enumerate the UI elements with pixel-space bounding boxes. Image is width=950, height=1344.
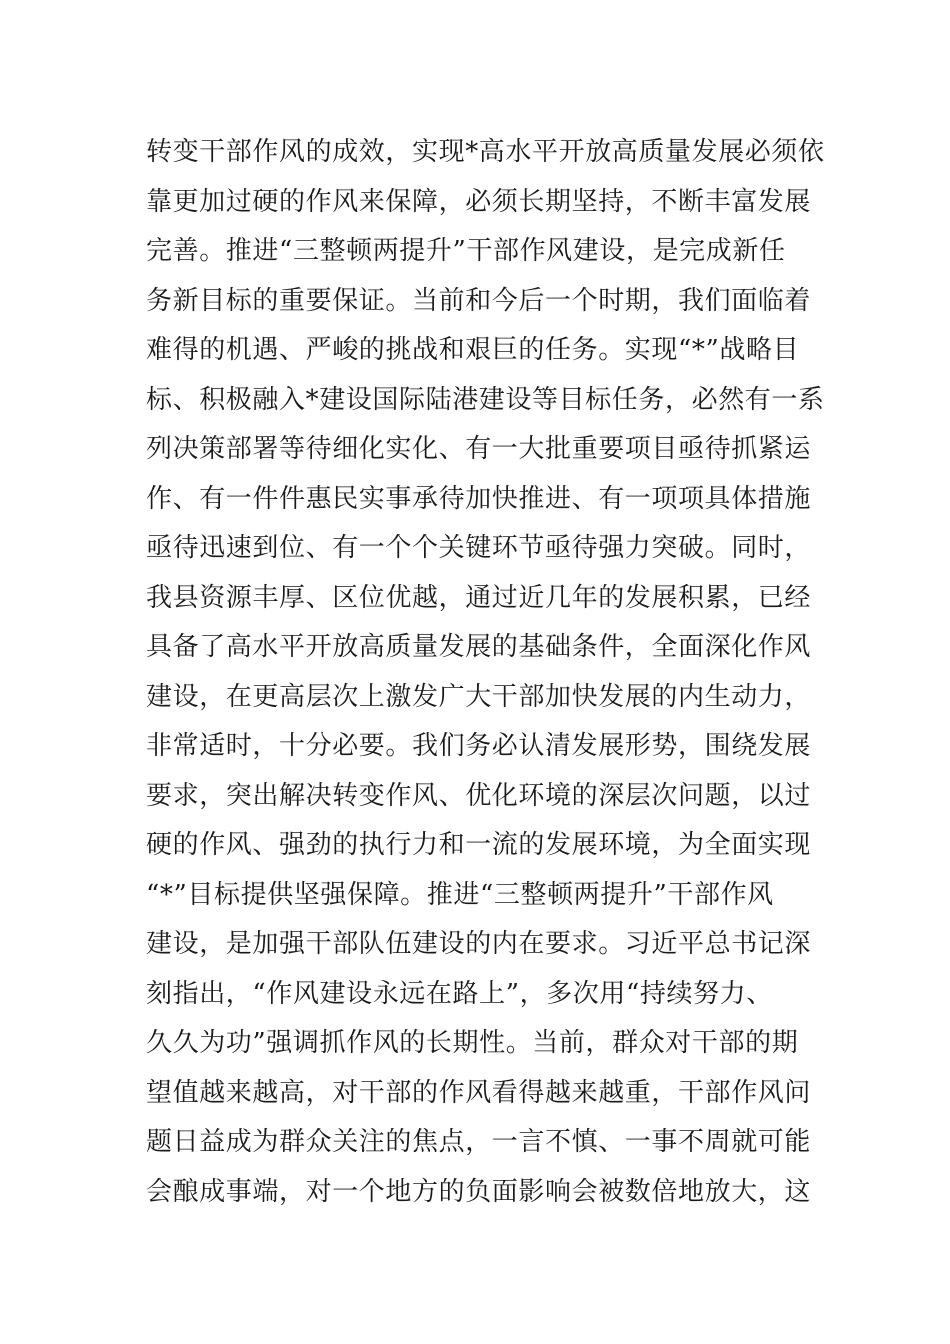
text-line: 建设，在更高层次上激发广大干部加快发展的内生动力， xyxy=(146,681,812,712)
text-line: 具备了高水平开放高质量发展的基础条件，全面深化作风 xyxy=(146,632,812,662)
text-line: 亟待迅速到位、有一个个关键环节亟待强力突破。同时， xyxy=(146,533,812,563)
text-line: 完善。推进“三整顿两提升”干部作风建设，是完成新任 xyxy=(146,236,786,266)
text-line: 列决策部署等待细化实化、有一大批重要项目亟待抓紧运 xyxy=(146,434,812,464)
text-line: 建设，是加强干部队伍建设的内在要求。习近平总书记深 xyxy=(146,929,812,959)
text-line: 靠更加过硬的作风来保障，必须长期坚持，不断丰富发展 xyxy=(146,186,812,217)
text-line: 刻指出，“作风建设永远在路上”，多次用“持续努力、 xyxy=(146,978,773,1009)
text-line: 标、积极融入*建设国际陆港建设等目标任务，必然有一系 xyxy=(146,384,825,415)
body-text xyxy=(146,128,825,1217)
text-line: 久久为功”强调抓作风的长期性。当前，群众对干部的期 xyxy=(146,1028,799,1058)
text-line: 会酿成事端，对一个地方的负面影响会被数倍地放大，这 xyxy=(146,1176,812,1207)
text-line: 作、有一件件惠民实事承待加快推进、有一项项具体措施 xyxy=(146,483,812,514)
text-line: 我县资源丰厚、区位优越，通过近几年的发展积累，已经 xyxy=(146,582,812,613)
text-line: 望值越来越高，对干部的作风看得越来越重，干部作风问 xyxy=(146,1077,812,1108)
text-line: “*”目标提供坚强保障。推进“三整顿两提升”干部作风 xyxy=(146,879,774,910)
text-line: 转变干部作风的成效，实现*高水平开放高质量发展必须依 xyxy=(146,137,825,167)
text-line: 务新目标的重要保证。当前和今后一个时期，我们面临着 xyxy=(146,285,812,316)
text-line: 非常适时，十分必要。我们务必认清发展形势，围绕发展 xyxy=(146,731,812,761)
text-line: 硬的作风、强劲的执行力和一流的发展环境，为全面实现 xyxy=(146,830,812,860)
text-line: 要求，突出解决转变作风、优化环境的深层次问题，以过 xyxy=(146,780,812,811)
text-line: 难得的机遇、严峻的挑战和艰巨的任务。实现“*”战略目 xyxy=(146,335,800,365)
text-line: 题日益成为群众关注的焦点，一言不慎、一事不周就可能 xyxy=(146,1127,812,1157)
